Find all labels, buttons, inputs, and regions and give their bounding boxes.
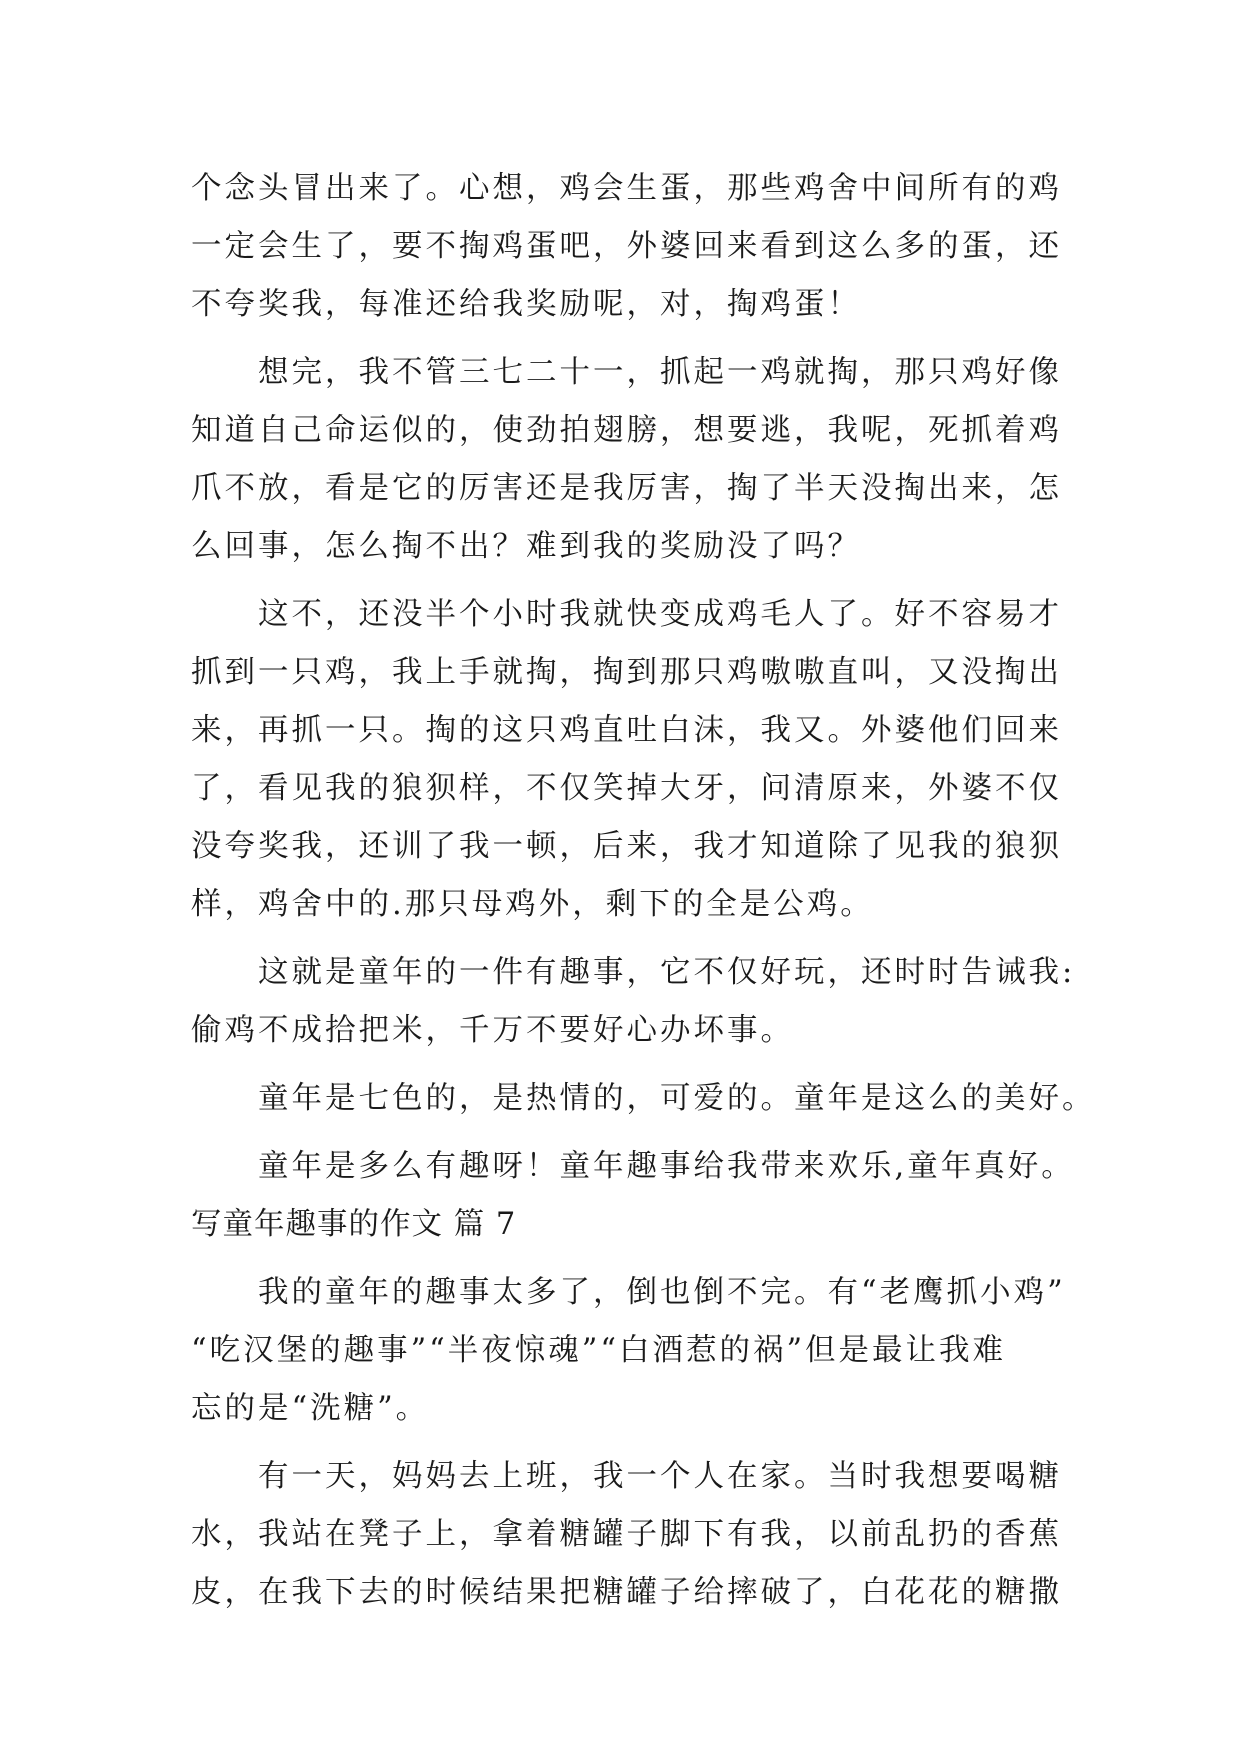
text-line: 皮，在我下去的时候结果把糖罐子给摔破了，白花花的糖撒	[191, 1575, 1062, 1610]
text-line: 想完，我不管三七二十一，抓起一鸡就掏，那只鸡好像	[191, 355, 1062, 390]
section-title: 写童年趣事的作文 篇 7	[191, 1207, 517, 1242]
text-line: 了，看见我的狼狈样，不仅笑掉大牙，问清原来，外婆不仅	[191, 771, 1062, 806]
text-line: 童年是七色的，是热情的，可爱的。童年是这么的美好。	[191, 1081, 1096, 1116]
text-line: “吃汉堡的趣事”“半夜惊魂”“白酒惹的祸”但是最让我难	[191, 1333, 1007, 1368]
text-line: 童年是多么有趣呀！童年趣事给我带来欢乐,童年真好。	[191, 1149, 1075, 1184]
text-line: 这就是童年的一件有趣事，它不仅好玩，还时时告诫我:	[191, 955, 1076, 990]
essay-body	[191, 160, 1096, 1622]
text-line: 爪不放，看是它的厉害还是我厉害，掏了半天没掏出来，怎	[191, 471, 1062, 506]
text-line: 我的童年的趣事太多了，倒也倒不完。有“老鹰抓小鸡”	[191, 1275, 1066, 1310]
text-line: 抓到一只鸡，我上手就掏，掏到那只鸡嗷嗷直叫，又没掏出	[191, 655, 1062, 690]
text-line: 么回事，怎么掏不出？难到我的奖励没了吗？	[191, 529, 861, 564]
text-line: 偷鸡不成拾把米，千万不要好心办坏事。	[191, 1013, 794, 1048]
text-line: 样，鸡舍中的.那只母鸡外，剩下的全是公鸡。	[191, 887, 874, 922]
text-line: 一定会生了，要不掏鸡蛋吧，外婆回来看到这么多的蛋，还	[191, 229, 1062, 264]
text-line: 个念头冒出来了。心想，鸡会生蛋，那些鸡舍中间所有的鸡	[191, 171, 1062, 206]
text-line: 忘的是“洗糖”。	[191, 1391, 430, 1426]
text-line: 没夸奖我，还训了我一顿，后来，我才知道除了见我的狼狈	[191, 829, 1062, 864]
text-line: 不夸奖我，每准还给我奖励呢，对，掏鸡蛋！	[191, 287, 861, 322]
text-line: 来，再抓一只。掏的这只鸡直吐白沫，我又。外婆他们回来	[191, 713, 1062, 748]
text-line: 有一天，妈妈去上班，我一个人在家。当时我想要喝糖	[191, 1459, 1062, 1494]
text-line: 水，我站在凳子上，拿着糖罐子脚下有我，以前乱扔的香蕉	[191, 1517, 1062, 1552]
text-line: 这不，还没半个小时我就快变成鸡毛人了。好不容易才	[191, 597, 1062, 632]
text-line: 知道自己命运似的，使劲拍翅膀，想要逃，我呢，死抓着鸡	[191, 413, 1062, 448]
